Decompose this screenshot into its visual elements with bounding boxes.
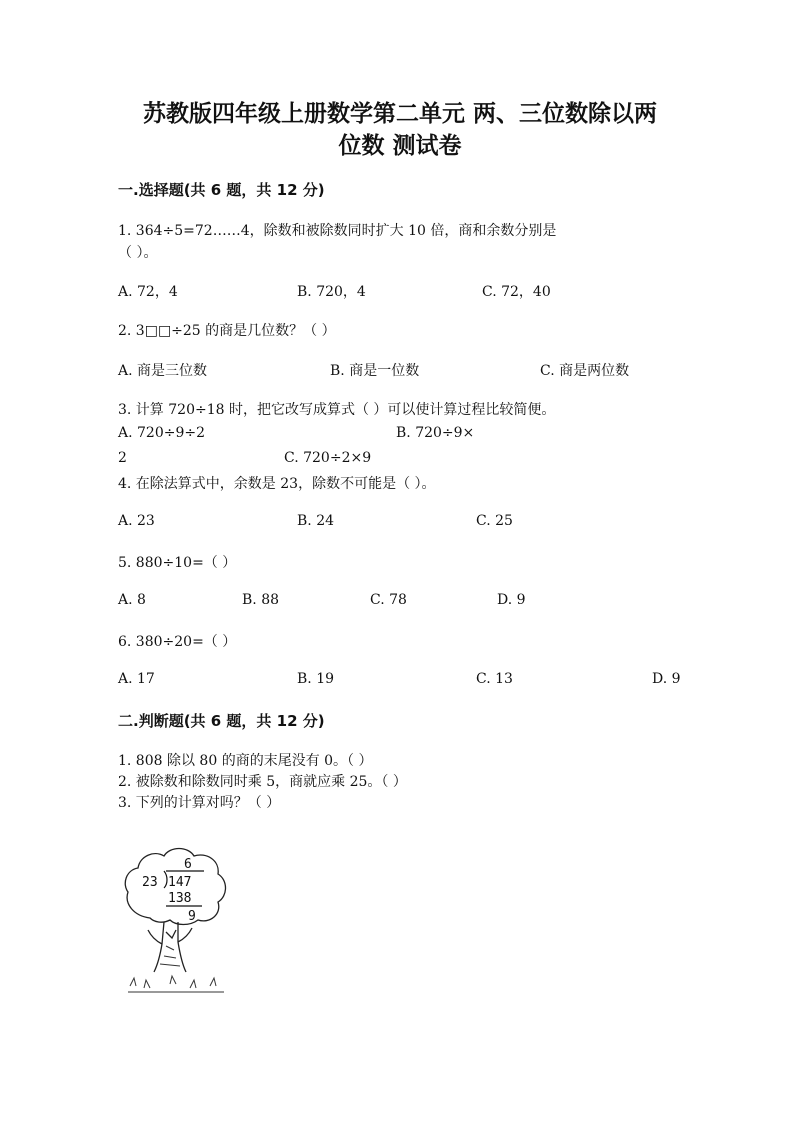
question-5-option-a: A. 8 xyxy=(118,592,146,608)
division-remainder: 9 xyxy=(188,909,196,924)
question-4-option-b: B. 24 xyxy=(297,513,335,529)
question-1-option-a: A. 72，4 xyxy=(118,284,178,300)
section-heading-choice: 一.选择题(共 6 题，共 12 分) xyxy=(118,181,325,199)
question-1-stem: 1. 364÷5=72……4，除数和被除数同时扩大 10 倍，商和余数分别是 xyxy=(118,223,557,239)
question-3-option-b-cont: 2 xyxy=(118,450,127,466)
question-2-stem: 2. 3□□÷25 的商是几位数？（ ） xyxy=(118,323,336,339)
judgement-question-1: 1. 808 除以 80 的商的末尾没有 0。（ ） xyxy=(118,753,373,769)
question-5-option-c: C. 78 xyxy=(370,592,407,608)
question-5-option-b: B. 88 xyxy=(242,592,280,608)
division-product: 138 xyxy=(168,891,192,906)
question-4-stem: 4. 在除法算式中，余数是 23，除数不可能是（ ）。 xyxy=(118,476,436,492)
question-5-option-d: D. 9 xyxy=(497,592,526,608)
question-3-option-b: B. 720÷9× xyxy=(396,425,475,441)
question-6-option-d: D. 9 xyxy=(652,671,681,687)
judgement-question-3: 3. 下列的计算对吗？（ ） xyxy=(118,795,281,811)
grass xyxy=(128,976,224,992)
question-6-option-b: B. 19 xyxy=(297,671,335,687)
question-2-option-c: C. 商是两位数 xyxy=(540,363,630,379)
tree-division-illustration xyxy=(120,846,232,998)
page-title-line-1: 苏教版四年级上册数学第二单元 两、三位数除以两 xyxy=(142,101,657,127)
division-dividend: 147 xyxy=(168,875,192,890)
tree-bark xyxy=(160,946,180,966)
question-4-option-c: C. 25 xyxy=(476,513,513,529)
question-3-option-c: C. 720÷2×9 xyxy=(284,450,372,466)
division-divisor: 23 xyxy=(142,875,158,890)
question-5-stem: 5. 880÷10=（ ） xyxy=(118,555,237,571)
page-title-line-2: 位数 测试卷 xyxy=(338,133,462,159)
question-1-option-b: B. 720，4 xyxy=(297,284,366,300)
question-2-option-a: A. 商是三位数 xyxy=(118,363,208,379)
judgement-question-2: 2. 被除数和除数同时乘 5，商就应乘 25。（ ） xyxy=(118,774,407,790)
question-2-option-b: B. 商是一位数 xyxy=(330,363,420,379)
question-6-option-a: A. 17 xyxy=(118,671,155,687)
question-6-stem: 6. 380÷20=（ ） xyxy=(118,634,237,650)
question-1-stem-cont: （ ）。 xyxy=(118,245,158,261)
division-quotient: 6 xyxy=(184,857,192,872)
question-6-option-c: C. 13 xyxy=(476,671,513,687)
question-3-option-a: A. 720÷9÷2 xyxy=(118,425,206,441)
question-4-option-a: A. 23 xyxy=(118,513,155,529)
question-3-stem: 3. 计算 720÷18 时，把它改写成算式（ ）可以使计算过程比较简便。 xyxy=(118,402,556,418)
section-heading-judgement: 二.判断题(共 6 题，共 12 分) xyxy=(118,712,325,730)
question-1-option-c: C. 72，40 xyxy=(482,284,551,300)
